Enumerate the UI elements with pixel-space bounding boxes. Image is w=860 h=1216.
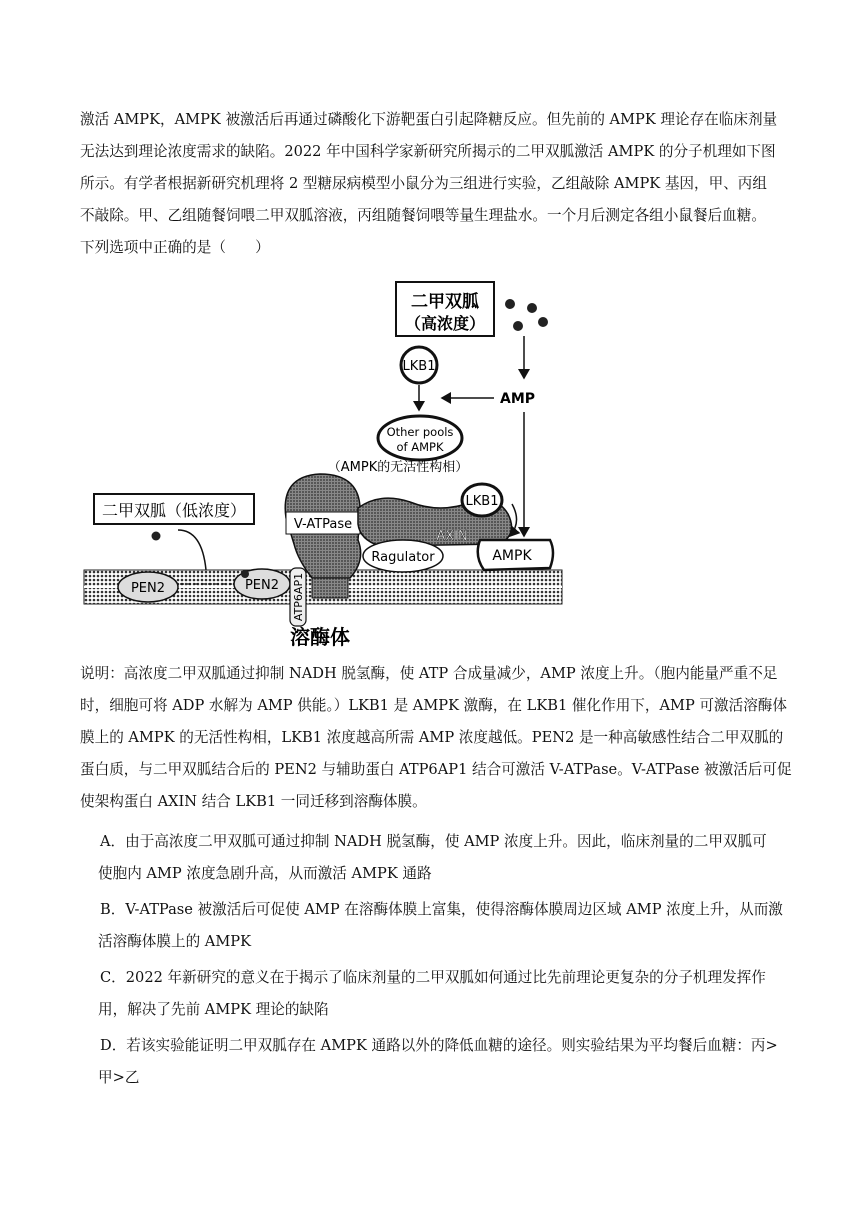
- ragulator-label: Ragulator: [371, 550, 435, 565]
- other-pools-label-2: of AMPK: [396, 440, 444, 454]
- inactive-caption: （AMPK的无活性构相）: [327, 460, 469, 475]
- intro-paragraph: [80, 104, 782, 264]
- option-a-line: A．由于高浓度二甲双胍可通过抑制 NADH 脱氢酶，使 AMP 浓度上升。因此，临床剂量的二甲双胍可: [100, 833, 767, 850]
- option-b[interactable]: [100, 894, 782, 958]
- low-conc-label: 二甲双胍（低浓度）: [101, 501, 247, 520]
- intro-line: 无法达到理论浓度需求的缺陷。2022 年中国科学家新研究所揭示的二甲双胍激活 AMPK 的分子机理如下图: [80, 143, 776, 160]
- option-d[interactable]: [100, 1030, 782, 1094]
- other-pools-label: Other pools: [386, 425, 454, 439]
- option-c[interactable]: [100, 962, 782, 1026]
- intro-line: 所示。有学者根据新研究机理将 2 型糖尿病模型小鼠分为三组进行实验，乙组敲除 AMPK 基因，甲、丙组: [80, 175, 767, 192]
- mechanism-diagram: [80, 278, 580, 650]
- high-conc-label: 二甲双胍: [411, 292, 479, 312]
- v-atpase-label: V-ATPase: [293, 517, 353, 532]
- note-line: 时，细胞可将 ADP 水解为 AMP 供能。）LKB1 是 AMPK 激酶，在 LKB1 催化作用下，AMP 可激活溶酶体: [80, 697, 787, 714]
- option-d-line: 甲>乙: [98, 1069, 140, 1086]
- option-a-line: 使胞内 AMP 浓度急剧升高，从而激活 AMPK 通路: [98, 865, 432, 882]
- amp-label: AMP: [500, 391, 536, 407]
- intro-line: 激活 AMPK，AMPK 被激活后再通过磷酸化下游靶蛋白引起降糖反应。但先前的 AMPK 理论存在临床剂量: [80, 111, 778, 128]
- metformin-molecules: [505, 299, 548, 331]
- pen2-left-label: PEN2: [130, 581, 166, 596]
- note-line: 使架构蛋白 AXIN 结合 LKB1 一同迁移到溶酶体膜。: [80, 793, 427, 810]
- atp6ap1-label: ATP6AP1: [292, 572, 305, 622]
- note-line: 说明：高浓度二甲双胍通过抑制 NADH 脱氢酶，使 ATP 合成量减少，AMP 浓度上升。（胞内能量严重不足: [80, 665, 778, 682]
- pen2-right-label: PEN2: [244, 578, 280, 593]
- axin-label: AXIN: [436, 529, 468, 544]
- low-conc-molecule: [152, 532, 161, 541]
- note-paragraph: [80, 658, 792, 818]
- note-line: 膜上的 AMPK 的无活性构相，LKB1 浓度越高所需 AMP 浓度越低。PEN2 是一种高敏感性结合二甲双胍的: [80, 729, 784, 746]
- lysosome-label: 溶酶体: [290, 625, 350, 649]
- intro-line: 下列选项中正确的是（ ）: [80, 239, 270, 256]
- option-b-line: 活溶酶体膜上的 AMPK: [98, 933, 251, 950]
- intro-line: 不敲除。甲、乙组随餐饲喂二甲双胍溶液，丙组随餐饲喂等量生理盐水。一个月后测定各组小鼠餐后血糖。: [80, 207, 766, 224]
- option-c-line: C．2022 年新研究的意义在于揭示了临床剂量的二甲双胍如何通过比先前理论更复杂的分子机理发挥作: [100, 969, 766, 986]
- option-c-line: 用，解决了先前 AMPK 理论的缺陷: [98, 1001, 329, 1018]
- option-a[interactable]: [100, 826, 782, 890]
- high-conc-sub: （高浓度）: [404, 314, 486, 333]
- ampk-label: AMPK: [492, 548, 532, 564]
- lkb1-mid-label: LKB1: [465, 494, 499, 509]
- note-line: 蛋白质，与二甲双胍结合后的 PEN2 与辅助蛋白 ATP6AP1 结合可激活 V-ATPase。V-ATPase 被激活后可促: [80, 761, 792, 778]
- option-d-line: D．若该实验能证明二甲双胍存在 AMPK 通路以外的降低血糖的途径。则实验结果为平均餐后血糖：丙>: [100, 1037, 778, 1054]
- lkb1-top-label: LKB1: [402, 359, 436, 374]
- option-b-line: B．V-ATPase 被激活后可促使 AMP 在溶酶体膜上富集，使得溶酶体膜周边区域 AMP 浓度上升，从而激: [100, 901, 783, 918]
